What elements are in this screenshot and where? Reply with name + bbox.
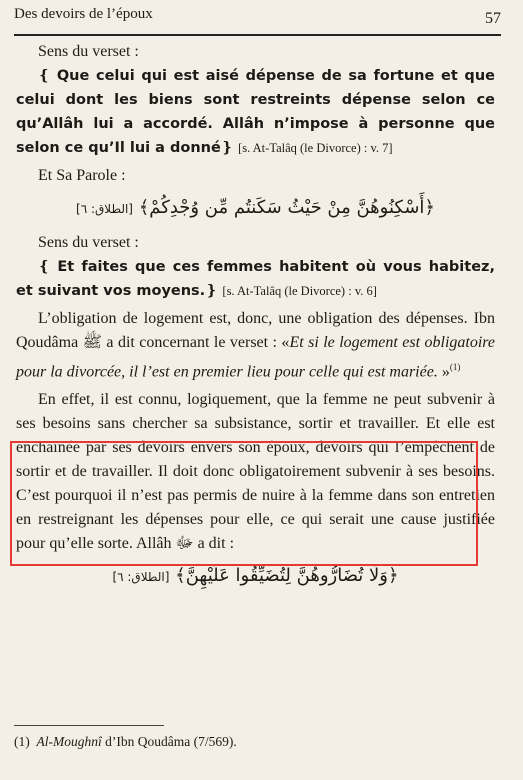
verse-text-2: Et faites que ces femmes habitent où vous habitez, et suivant vos moyens.	[16, 259, 495, 299]
footnote	[14, 734, 237, 750]
footnote-marker: (1)	[449, 362, 461, 372]
verse-translation-2	[16, 255, 495, 303]
verse-reference-1: [s. At-Talâq (le Divorce) : v. 7]	[238, 141, 393, 155]
quote-open-ornament: ❴	[38, 68, 51, 84]
verse-translation-1	[16, 64, 495, 160]
paragraph-text: a dit concernant le verset : «	[101, 334, 290, 351]
arabic-verse-2	[16, 564, 495, 589]
paragraph-text: En effet, il est connu, logiquement, que la femme ne peut subvenir à ses besoins sans chercher sa subsistance, sortir et travailler. Et elle est enchaînée par ses devoirs envers son époux, devoirs qui l’empêchent de sortir et de travailler. Il doit donc obligatoirement subvenir à ses besoins. C’est pourquoi il n’est pas permis de nuire à la femme dans son entretien en restreignant les dépenses pour elle, ce qui serait une cause justifiée pour qu’elle sorte. Allâh	[16, 391, 495, 553]
paragraph-text: L’obligation de logement est, donc, une obligation des dépenses. Ibn Qoudâma	[16, 310, 495, 351]
quoted-statement: Et si le logement est obligatoire pour la divorcée, il l’est en premier lieu pour celle qui est mariée.	[16, 334, 496, 381]
verse-meaning-label-1: Sens du verset :	[38, 43, 139, 60]
paragraph-housing-obligation	[16, 307, 495, 384]
footnote-book-title: Al-Moughnî	[36, 734, 102, 749]
paragraph-text: »	[437, 363, 450, 381]
footnote-separator	[14, 725, 164, 726]
quote-close-ornament: ❵	[220, 140, 233, 156]
verse-meaning-label-2: Sens du verset :	[38, 234, 139, 251]
quote-open-ornament: ❴	[38, 259, 51, 275]
arabic-verse-1-ref: [الطلاق: ٦]	[76, 202, 133, 216]
paragraph-text: a dit :	[193, 535, 235, 553]
his-word-label: Et Sa Parole :	[38, 167, 126, 184]
arabic-verse-1	[16, 196, 495, 221]
chapter-title: Des devoirs de l’époux	[14, 6, 153, 22]
page-number: 57	[485, 10, 501, 27]
quote-close-ornament: ❵	[205, 283, 218, 299]
footnote-text: d’Ibn Qoudâma (7/569).	[101, 734, 237, 749]
arabic-verse-2-ref: [الطلاق: ٦]	[112, 570, 170, 585]
verse-text-1: Que celui qui est aisé dépense de sa fortune et que celui dont les biens sont restreints dépense selon ce qu’Allâh lui a accordé. Allâh n’impose à personne que selon ce qu’Il lui a donné	[16, 68, 495, 156]
honorific-glyph: ﷻ	[175, 535, 194, 553]
arabic-verse-1-text: ﴿أَسْكِنُوهُنَّ مِنْ حَيْثُ سَكَنتُم مِّن وُجْدِكُمْ﴾	[138, 197, 435, 218]
arabic-verse-2-text: ﴿وَلَا تُضَارُّوهُنَّ لِتُضَيِّقُوا عَلَيْهِنَّ﴾	[175, 565, 399, 587]
verse-reference-2: [s. At-Talâq (le Divorce) : v. 6]	[222, 284, 377, 298]
honorific-glyph: ﷺ	[82, 334, 102, 351]
highlight-box	[10, 441, 478, 566]
running-header	[14, 4, 501, 36]
footnote-number: (1)	[14, 734, 30, 749]
